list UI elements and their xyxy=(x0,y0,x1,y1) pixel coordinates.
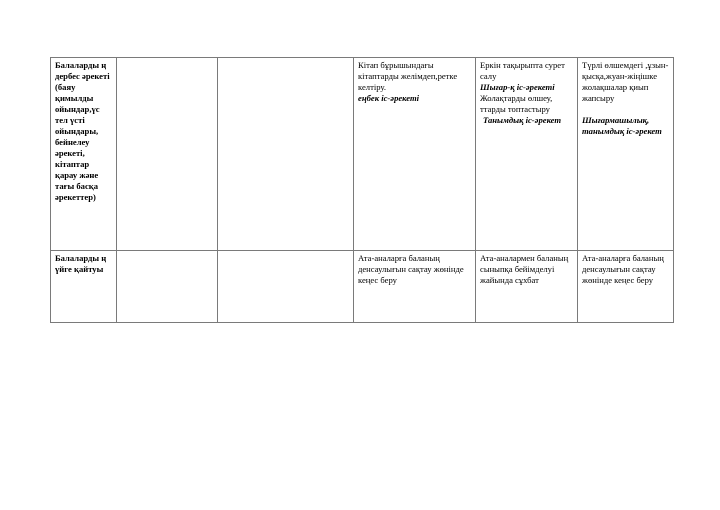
empty-cell xyxy=(218,251,354,323)
cell-text: Түрлі өлшемдегі ,ұзын-қысқа,жуан-жіңішке жолақшалар қиып жапсыру xyxy=(582,60,669,103)
cell-text: Ата-аналармен баланың сыныпқа бейімделуі жайында сұхбат xyxy=(480,253,569,285)
row-label: Балаларды ң үйге қайтуы xyxy=(55,253,107,274)
activity-type: Шығар-қ іс-әрекеті xyxy=(480,82,555,92)
table-cell xyxy=(354,58,476,251)
table-cell xyxy=(476,251,578,323)
daily-plan-table xyxy=(50,57,674,323)
activity-type: Шығармашылық, танымдық іс-әрекет xyxy=(582,115,662,136)
row-label-cell xyxy=(51,251,117,323)
cell-text: Жолақтарды өлшеу, ттарды топтастыру xyxy=(480,93,553,114)
table-cell xyxy=(578,251,674,323)
empty-cell xyxy=(117,251,218,323)
row-label: Балаларды ң дербес әрекеті (баяу қимылды ойындар,үс тел үсті ойындары, бейнелеу әрекеті, кітаптар қарау және тағы басқа әрекеттер) xyxy=(55,60,110,202)
activity-type: Танымдық іс-әрекет xyxy=(483,115,562,125)
cell-text: Ата-аналарға баланың денсаулығын сақтау жөнінде кеңес беру xyxy=(582,253,664,285)
empty-cell xyxy=(117,58,218,251)
table-cell xyxy=(354,251,476,323)
empty-cell xyxy=(218,58,354,251)
table-row xyxy=(51,58,674,251)
table-cell xyxy=(578,58,674,251)
cell-text: Кітап бұрышындағы кітаптарды желімдеп,ретке келтіру. xyxy=(358,60,458,92)
cell-text: Ата-аналарға баланың денсаулығын сақтау жөнінде кеңес беру xyxy=(358,253,464,285)
activity-type: еңбек іс-әрекеті xyxy=(358,93,420,103)
table-row xyxy=(51,251,674,323)
table-cell xyxy=(476,58,578,251)
row-label-cell xyxy=(51,58,117,251)
cell-text: Еркін тақырыпта сурет салу xyxy=(480,60,565,81)
